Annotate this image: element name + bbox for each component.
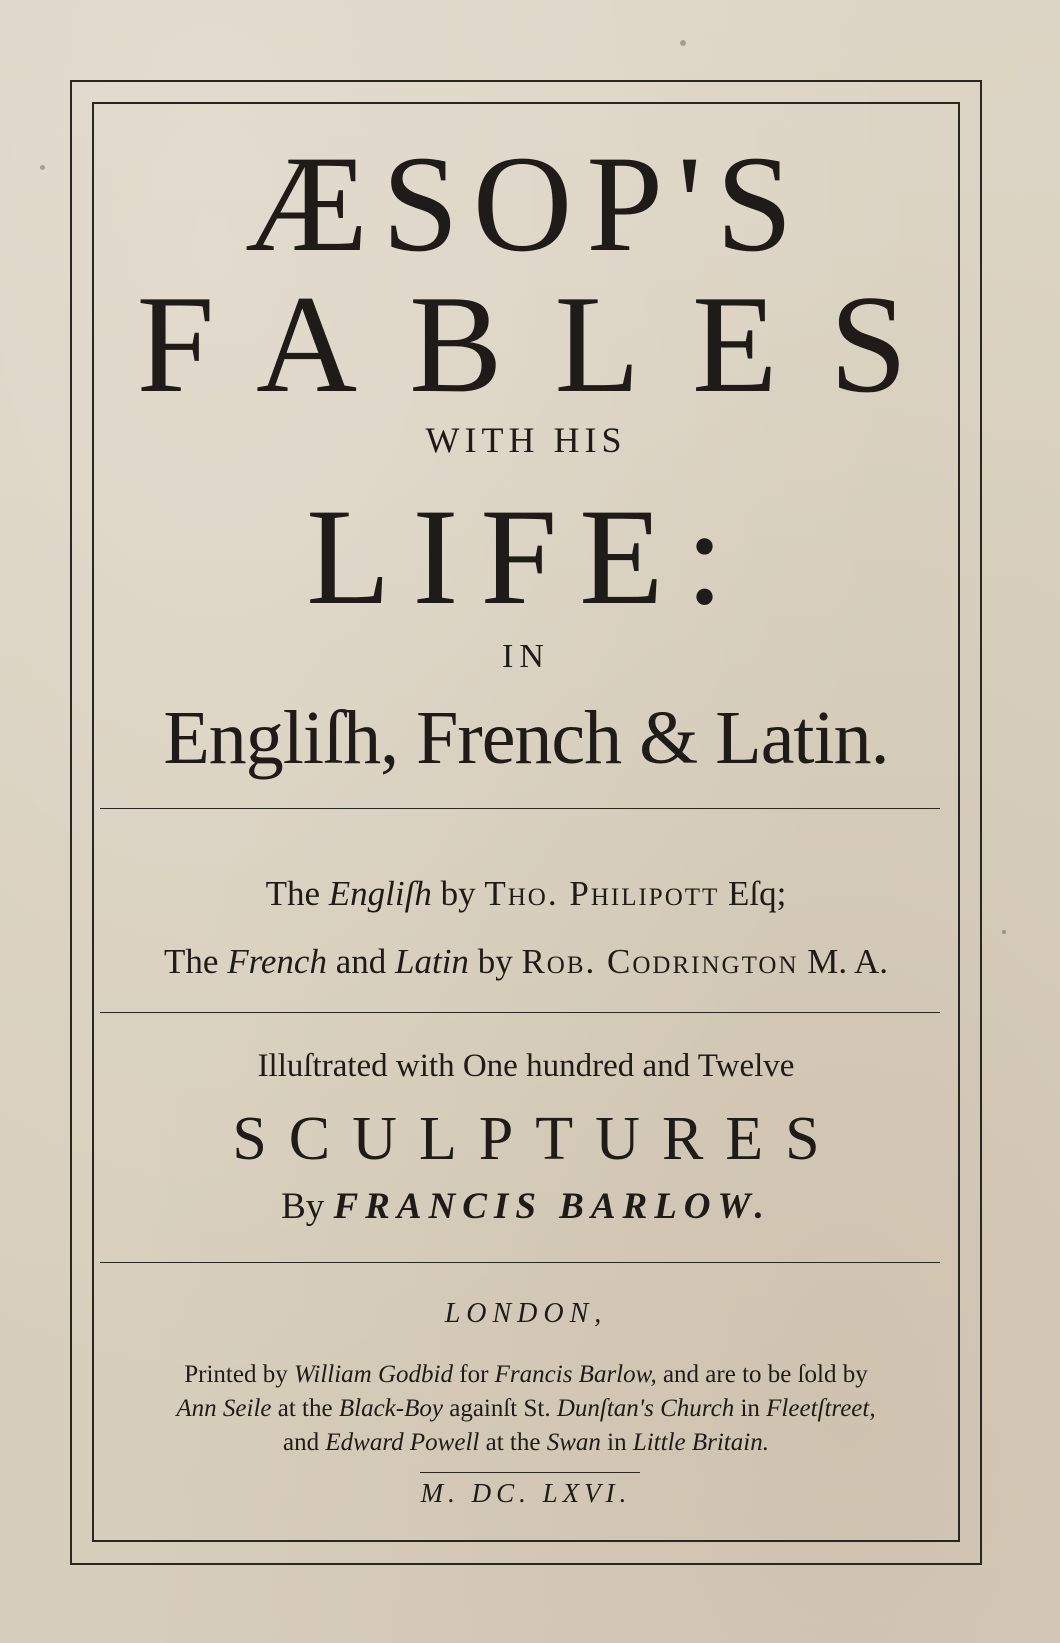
ink-spot — [40, 165, 45, 170]
title-languages: Engliſh, French & Latin. — [163, 696, 889, 780]
imprint-line-1 — [92, 1362, 960, 1387]
imprint-text: William Godbid — [293, 1361, 453, 1388]
imprint-text: and — [283, 1429, 326, 1456]
imprint-text: Ann Seile — [176, 1395, 272, 1422]
attr-text: M. A. — [798, 942, 888, 981]
attr-text: Engliſh — [328, 874, 432, 913]
imprint-text: at the — [271, 1395, 339, 1422]
imprint-date: M. DC. LXVI. — [420, 1478, 632, 1508]
imprint-text: Edward Powell — [325, 1429, 480, 1456]
attr-text: The — [265, 874, 329, 913]
imprint-text: and are to be ſold by — [656, 1361, 868, 1388]
illustrator-line — [92, 1188, 960, 1225]
divider-rule-3 — [100, 1262, 940, 1263]
illustrator-by: By — [281, 1186, 334, 1227]
imprint-text: Printed by — [184, 1361, 294, 1388]
illustrated-line: Illuſtrated with One hundred and Twelve — [257, 1048, 795, 1084]
divider-rule-2 — [100, 1012, 940, 1013]
imprint-text: Dunſtan's Church — [556, 1395, 735, 1422]
attr-text: Eſq; — [719, 874, 787, 913]
attr-text: Latin — [395, 942, 469, 981]
attr-text: and — [326, 942, 396, 981]
imprint-line-2 — [92, 1396, 960, 1421]
imprint-text: at the — [479, 1429, 547, 1456]
attribution-english — [92, 876, 960, 911]
attribution-french-latin — [92, 944, 960, 979]
title-life: LIFE: — [306, 480, 746, 633]
imprint-line-3 — [92, 1430, 960, 1455]
attr-translator-name: Tho. Philipott — [484, 874, 720, 913]
title-with-his: WITH HIS — [425, 420, 627, 460]
imprint-text: Fleetſtreet, — [766, 1395, 876, 1422]
sculptures-heading: SCULPTURES — [232, 1105, 842, 1173]
imprint-text: Swan — [546, 1429, 601, 1456]
imprint-text: Black-Boy — [338, 1395, 443, 1422]
imprint-text: in — [600, 1429, 633, 1456]
attr-translator-name: Rob. Codrington — [521, 942, 799, 981]
divider-rule-1 — [100, 808, 940, 809]
attr-text: by — [431, 874, 485, 913]
title-aesops: ÆSOP'S — [245, 127, 807, 280]
attr-text: French — [227, 942, 327, 981]
imprint-text: againſt St. — [442, 1395, 557, 1422]
ink-spot — [680, 40, 686, 46]
illustrator-name: FRANCIS BARLOW. — [333, 1186, 771, 1227]
title-in: IN — [502, 638, 550, 675]
date-rule — [420, 1472, 640, 1473]
imprint-city: LONDON, — [444, 1298, 608, 1329]
title-fables: FABLES — [136, 267, 960, 422]
attr-text: by — [468, 942, 522, 981]
imprint-text: Francis Barlow, — [494, 1361, 657, 1388]
imprint-text: Little Britain. — [632, 1429, 769, 1456]
imprint-text: in — [734, 1395, 767, 1422]
ink-spot — [1002, 930, 1006, 934]
attr-text: The — [164, 942, 228, 981]
imprint-text: for — [453, 1361, 495, 1388]
